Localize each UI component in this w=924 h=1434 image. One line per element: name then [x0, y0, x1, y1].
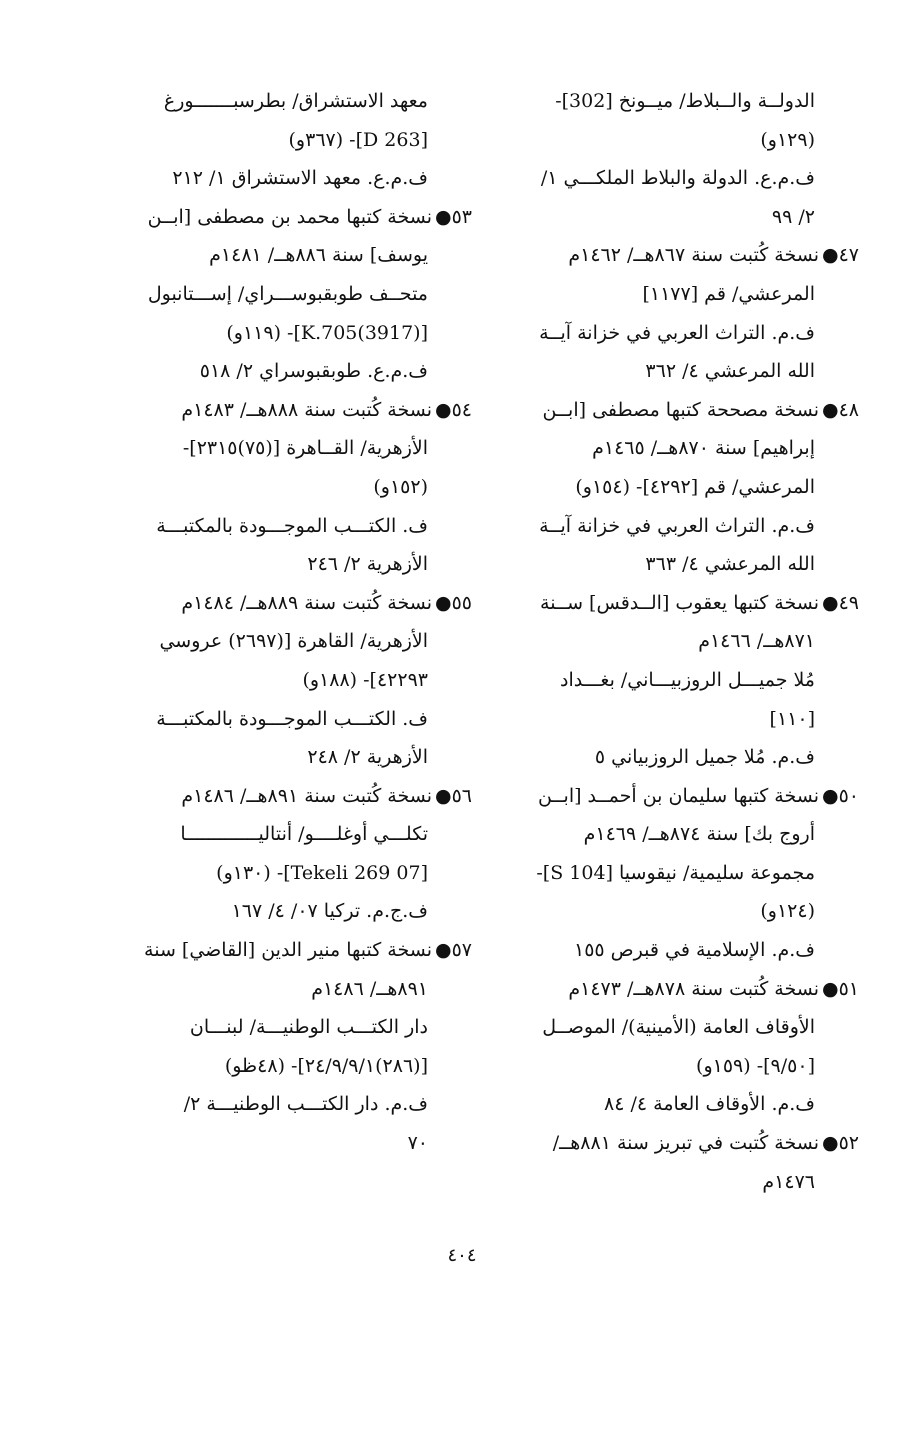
entry-text: الأزهرية ٢/ ٢٤٨: [307, 746, 428, 769]
entry-line: [470, 1047, 815, 1086]
catalog-entry: [83, 584, 472, 777]
entry-line: [470, 121, 815, 160]
entry-line: [83, 1047, 428, 1086]
entry-line: [470, 815, 815, 854]
entry-line: [83, 352, 428, 391]
entry-text: [(٢٨٦)٢٤/٩/٩/١]- (٤٨ظو): [224, 1054, 428, 1077]
entry-text: مُلا جميـــل الروزبيـــاني/ بغـــداد: [560, 668, 815, 691]
catalog-entry: [470, 1124, 859, 1201]
page-number: ٤٠٤: [447, 1245, 477, 1266]
entry-line: [83, 507, 428, 546]
entry-line: [83, 314, 428, 353]
entry-text: [١١٠]: [769, 707, 815, 730]
entry-text: نسخة كتبها يعقوب [الــدقس] ســنة: [540, 591, 819, 614]
entry-text: نسخة كتبها سليمان بن أحمــد [ابــن: [537, 784, 819, 807]
entry-text: إبراهيم] سنة ٨٧٠هــ/ ١٤٦٥م: [592, 437, 815, 460]
entry-text: نسخة كُتبت سنة ٨٦٧هــ/ ١٤٦٢م: [568, 244, 819, 267]
entry-text: ف.م. التراث العربي في خزانة آيــة: [539, 321, 815, 344]
entry-text: نسخة كُتبت سنة ٨٨٩هــ/ ١٤٨٤م: [181, 591, 432, 614]
entry-number: ٥٢●: [821, 1132, 859, 1155]
entry-text: مجموعة سليمية/ نيقوسيا [S 104]-: [536, 861, 815, 884]
entry-line: [83, 198, 472, 237]
entry-line: [83, 931, 472, 970]
entry-line: [83, 700, 428, 739]
catalog-entry: [83, 391, 472, 584]
catalog-entry: [470, 777, 859, 970]
entry-number: ٥٤●: [434, 398, 472, 421]
entry-text: الأزهرية ٢/ ٢٤٦: [307, 553, 428, 576]
right-column: [470, 82, 859, 1201]
entry-line: [83, 970, 428, 1009]
entry-line: [83, 584, 472, 623]
entry-number: ٤٧●: [821, 244, 859, 267]
entry-text: نسخة كُتبت سنة ٨٩١هــ/ ١٤٨٦م: [181, 784, 432, 807]
catalog-entry: [83, 931, 472, 1163]
entry-text: الدولــة والــبلاط/ ميــونخ [302]-: [555, 90, 815, 112]
entry-text: [(3917)K.705]- (١١٩و): [226, 321, 428, 344]
catalog-entry: [470, 970, 859, 1124]
catalog-entry: [470, 159, 815, 236]
entry-text: الله المرعشي ٤/ ٣٦٣: [645, 553, 815, 576]
entry-line: [470, 1124, 859, 1163]
entry-text: نسخة كتبها منير الدين [القاضي] سنة: [144, 939, 432, 962]
entry-line: [470, 661, 815, 700]
entry-text: [07 Tekeli 269]- (١٣٠و): [216, 861, 428, 884]
entry-line: [470, 892, 815, 931]
entry-line: [83, 1008, 428, 1047]
entry-line: [470, 236, 859, 275]
entry-text: ٨٩١هــ/ ١٤٨٦م: [311, 977, 428, 1000]
entry-line: [83, 815, 428, 854]
entry-text: (١٥٢و): [373, 475, 428, 498]
entry-line: [470, 622, 815, 661]
entry-line: [83, 236, 428, 275]
entry-number: ٤٩●: [821, 591, 859, 614]
entry-text: نسخة كتبها محمد بن مصطفى [ابــن: [147, 205, 432, 228]
entry-text: نسخة كُتبت سنة ٨٧٨هــ/ ١٤٧٣م: [568, 977, 819, 1000]
entry-text: ١٤٧٦م: [762, 1170, 815, 1193]
entry-text: ف.م. الإسلامية في قبرص ١٥٥: [574, 939, 815, 962]
entry-line: [83, 777, 472, 816]
entry-line: [470, 507, 815, 546]
entry-line: [83, 275, 428, 314]
entry-line: [83, 1124, 428, 1163]
entry-text: ٧٠: [407, 1132, 428, 1155]
catalog-entry: [470, 236, 859, 390]
entry-number: ٥٦●: [434, 784, 472, 807]
entry-text: ف.م. دار الكتـــب الوطنيـــة ٢/: [183, 1093, 428, 1116]
entry-line: [470, 391, 859, 430]
entry-line: [470, 314, 815, 353]
entry-text: ف.م.ع. معهد الاستشراق ١/ ٢١٢: [172, 167, 428, 190]
entry-number: ٥٥●: [434, 591, 472, 614]
entry-text: [D 263]- (٣٦٧و): [288, 128, 428, 151]
catalog-entry: [470, 82, 815, 159]
entry-line: [470, 584, 859, 623]
entry-line: [470, 82, 815, 121]
entry-text: ٢/ ٩٩: [771, 205, 815, 228]
entry-line: [470, 545, 815, 584]
catalog-entry: [83, 82, 428, 198]
entry-line: [470, 352, 815, 391]
entry-line: [83, 429, 428, 468]
entry-line: [83, 159, 428, 198]
entry-text: المرعشي/ قم [٤٢٩٢]- (١٥٤و): [575, 475, 815, 498]
entry-number: ٥٠●: [821, 784, 859, 807]
entry-text: متحــف طوبقبوســـراي/ إســـتانبول: [147, 282, 428, 305]
entry-text: ف.م.ع. الدولة والبلاط الملكـــي ١/: [540, 167, 815, 190]
entry-line: [470, 970, 859, 1009]
catalog-entry: [83, 777, 472, 931]
entry-number: ٥١●: [821, 977, 859, 1000]
entry-line: [470, 1085, 815, 1124]
entry-line: [83, 1085, 428, 1124]
catalog-entry: [470, 584, 859, 777]
entry-line: [83, 622, 428, 661]
entry-text: ف. الكتـــب الموجـــودة بالمكتبـــة: [156, 707, 428, 730]
left-column: [83, 82, 472, 1163]
entry-line: [470, 275, 815, 314]
entry-text: الأوقاف العامة (الأمينية)/ الموصــل: [542, 1016, 815, 1039]
entry-line: [470, 738, 815, 777]
entry-line: [470, 700, 815, 739]
catalog-entry: [470, 391, 859, 584]
entry-text: نسخة كُتبت في تبريز سنة ٨٨١هــ/: [552, 1132, 819, 1155]
entry-text: نسخة مصححة كتبها مصطفى [ابــن: [542, 398, 819, 421]
entry-line: [83, 82, 428, 121]
entry-text: ف.م. الأوقاف العامة ٤/ ٨٤: [604, 1093, 815, 1116]
entry-text: الأزهرية/ القــاهرة [(٧٥)٢٣١٥]-: [182, 437, 428, 460]
entry-line: [83, 121, 428, 160]
entry-text: (١٢٩و): [760, 128, 815, 151]
entry-text: ف.م.ع. طوبقبوسراي ٢/ ٥١٨: [199, 360, 428, 383]
entry-line: [470, 1008, 815, 1047]
entry-text: [٩/٥٠]- (١٥٩و): [696, 1054, 815, 1077]
entry-line: [470, 854, 815, 893]
entry-line: [83, 391, 472, 430]
entry-line: [83, 545, 428, 584]
entry-line: [83, 661, 428, 700]
entry-text: المرعشي/ قم [١١٧٧]: [642, 282, 815, 305]
entry-text: ف.م. مُلا جميل الروزبياني ٥: [594, 746, 815, 769]
entry-line: [83, 892, 428, 931]
entry-line: [470, 198, 815, 237]
entry-text: دار الكتـــب الوطنيـــة/ لبنـــان: [189, 1016, 428, 1039]
entry-line: [83, 854, 428, 893]
entry-text: ٤٢٢٩٣]- (١٨٨و): [302, 668, 428, 691]
entry-line: [470, 777, 859, 816]
entry-line: [470, 429, 815, 468]
entry-text: الله المرعشي ٤/ ٣٦٢: [645, 360, 815, 383]
entry-text: ٨٧١هــ/ ١٤٦٦م: [698, 630, 815, 653]
entry-text: تكلـــي أوغلــــو/ أنتاليـــــــــــــا: [180, 823, 428, 846]
entry-text: أروج بك] سنة ٨٧٤هــ/ ١٤٦٩م: [583, 823, 815, 846]
entry-line: [470, 1163, 815, 1202]
entry-line: [470, 159, 815, 198]
entry-text: يوسف] سنة ٨٨٦هــ/ ١٤٨١م: [209, 244, 428, 267]
catalog-entry: [83, 198, 472, 391]
entry-text: نسخة كُتبت سنة ٨٨٨هــ/ ١٤٨٣م: [181, 398, 432, 421]
entry-text: معهد الاستشراق/ بطرسبـــــــورغ: [163, 90, 428, 112]
entry-line: [83, 468, 428, 507]
entry-text: ف.م. التراث العربي في خزانة آيــة: [539, 514, 815, 537]
entry-number: ٥٣●: [434, 205, 472, 228]
entry-line: [470, 931, 815, 970]
entry-number: ٤٨●: [821, 398, 859, 421]
entry-text: (١٢٤و): [760, 900, 815, 923]
entry-line: [470, 468, 815, 507]
entry-line: [83, 738, 428, 777]
entry-number: ٥٧●: [434, 939, 472, 962]
entry-text: الأزهرية/ القاهرة [(٢٦٩٧) عروسي: [159, 630, 428, 653]
entry-text: ف. الكتـــب الموجـــودة بالمكتبـــة: [156, 514, 428, 537]
entry-text: ف.ج.م. تركيا ٠٧/ ٤/ ١٦٧: [231, 900, 428, 923]
